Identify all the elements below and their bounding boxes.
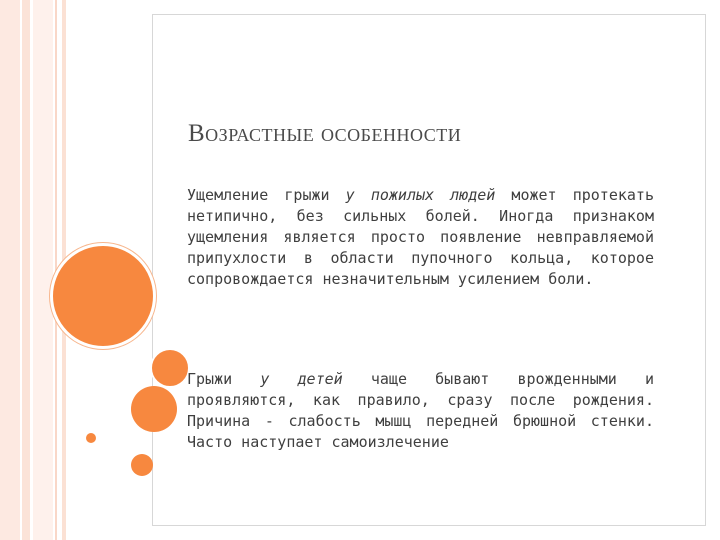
decorative-circle-medium [131, 386, 177, 432]
paragraph-children [187, 369, 654, 453]
paragraph-text: Ущемление грыжи [187, 186, 346, 204]
paragraph-elderly [187, 185, 654, 290]
decorative-circle-small [131, 454, 153, 476]
paragraph-text: Грыжи [187, 370, 261, 388]
slide-title: Возрастные особенности [188, 120, 462, 147]
emphasis-text: у пожилых людей [345, 186, 496, 204]
paragraph-text: чаще бывают врожденными и проявляются, как правило, сразу после рождения. Причина - слабость мышц передней брюшной стенки. Часто наступает самоизлечение [187, 370, 655, 451]
decorative-circle-large [50, 243, 156, 349]
decorative-stripe [0, 0, 20, 540]
decorative-circle-tiny [86, 433, 96, 443]
paragraph-text: может протекать нетипично, без сильных болей. Иногда признаком ущемления является просто появление невправляемой припухлости в области пупочного кольца, которое сопровождается незначительным усилением боли. [187, 186, 654, 288]
emphasis-text: у детей [260, 370, 343, 388]
decorative-stripe [22, 0, 30, 540]
decorative-circle-medium [150, 348, 190, 388]
decorative-stripe [33, 0, 53, 540]
